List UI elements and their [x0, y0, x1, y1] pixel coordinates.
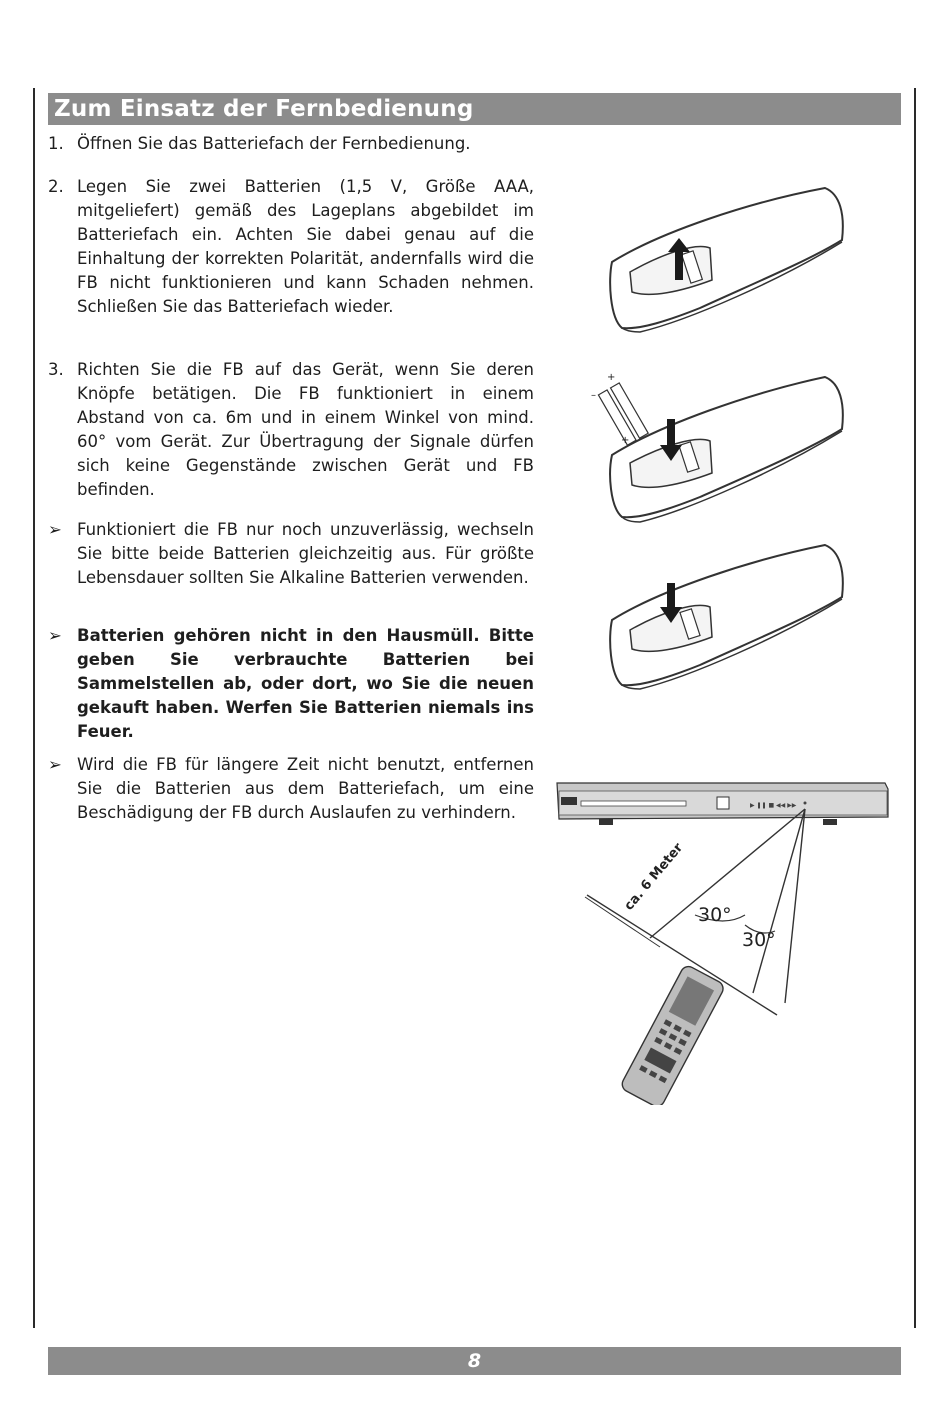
battery-plus-label: + [607, 372, 616, 383]
svg-text:▶ ❚❚ ■ ◀◀ ▶▶: ▶ ❚❚ ■ ◀◀ ▶▶ [750, 802, 797, 809]
arrow-bullet-icon: ➢ [48, 626, 62, 645]
note-item-battery-change [48, 518, 534, 590]
list-item-text: Legen Sie zwei Batterien (1,5 V, Größe AAA, mitgeliefert) gemäß des Lageplans abgebildet im Batteriefach ein. Achten Sie dabei genau auf die Einhaltung der korrekten Polarität, andernfalls wird die FB nicht funktionieren und kann Schaden nehmen. Schließen Sie das Batteriefach wieder. [77, 177, 534, 316]
battery-plus-label: + [621, 435, 630, 446]
list-marker: 1. [48, 134, 64, 153]
note-item-disposal-warning [48, 624, 534, 744]
arrow-bullet-icon: ➢ [48, 755, 62, 774]
list-item-text: Richten Sie die FB auf das Gerät, wenn Sie deren Knöpfe betätigen. Die FB funktioniert in einem Abstand von ca. 6m und in einem Winkel von mind. 60° vom Gerät. Zur Übertragung der Signale dürfen sich keine Gegenstände zwischen Gerät und FB befinden. [77, 360, 534, 499]
list-item-step-2 [48, 175, 534, 319]
list-marker: 3. [48, 360, 64, 379]
list-item-text: Batterien gehören nicht in den Hausmüll. Bitte geben Sie verbrauchte Batterien bei Sammelstellen ab, oder dort, wo Sie die neuen gekauft haben. Werfen Sie Batterien niemals ins Feuer. [77, 626, 534, 741]
list-item-step-3 [48, 358, 534, 502]
right-margin-rule [914, 88, 916, 1328]
list-marker: 2. [48, 177, 64, 196]
remote-control-icon [619, 964, 725, 1105]
remote-close-compartment-illustration [600, 535, 850, 695]
distance-label: ca. 6 Meter [621, 840, 687, 914]
remote-open-compartment-illustration [600, 180, 850, 345]
dvd-player-icon [557, 783, 888, 825]
list-item-text: Öffnen Sie das Batteriefach der Fernbedienung. [77, 134, 471, 153]
angle-label-left: 30° [698, 904, 732, 926]
page-number: 8 [467, 1350, 482, 1372]
battery-minus-label: – [591, 390, 596, 401]
left-margin-rule [33, 88, 35, 1328]
remote-insert-batteries-illustration [585, 365, 850, 530]
section-title: Zum Einsatz der Fernbedienung [48, 93, 901, 125]
angle-label-right: 30° [742, 929, 776, 951]
list-item-step-1 [48, 132, 534, 156]
arrow-bullet-icon: ➢ [48, 520, 62, 539]
list-item-text: Wird die FB für längere Zeit nicht benutzt, entfernen Sie die Batterien aus dem Batteriefach, um eine Beschädigung der FB durch Auslaufen zu verhindern. [77, 755, 534, 822]
page-footer [48, 1347, 901, 1375]
note-item-storage [48, 753, 534, 825]
remote-range-diagram [555, 775, 895, 1105]
list-item-text: Funktioniert die FB nur noch unzuverlässig, wechseln Sie bitte beide Batterien gleichzeitig aus. Für größte Lebensdauer sollten Sie Alkaline Batterien verwenden. [77, 520, 534, 587]
